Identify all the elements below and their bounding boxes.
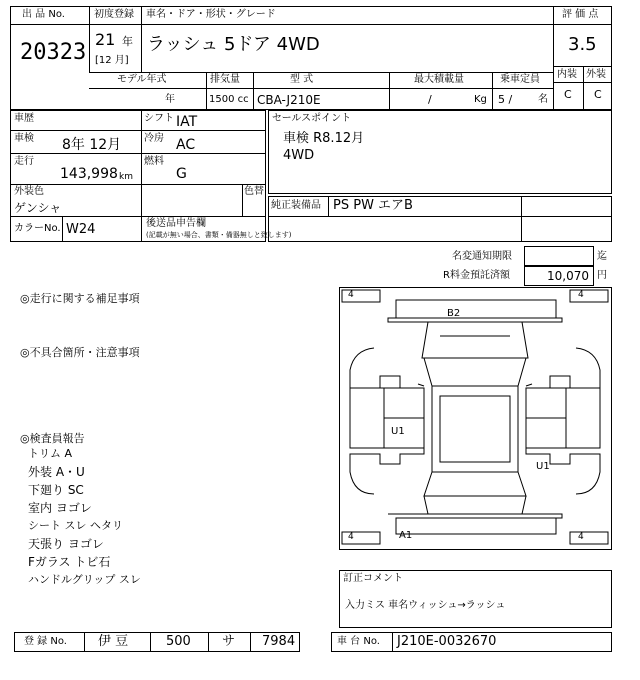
history-label: 車歴 <box>14 113 34 124</box>
exterior-label: 外装 <box>586 69 606 80</box>
exterior-grade: C <box>594 88 602 101</box>
inspector-item: ハンドルグリップ スレ <box>28 573 141 586</box>
capacity-label: 乗車定員 <box>500 74 540 85</box>
recycle-label: R料金預託済額 <box>443 270 510 281</box>
aftermarket-note: (記載が無い場合、書類・備器無しと致します) <box>146 231 292 239</box>
reg-kana: サ <box>222 634 236 649</box>
driving-notes-title: ◎走行に関する補足事項 <box>20 292 140 305</box>
sales-point-label: セールスポイント <box>272 113 352 124</box>
inspection-value: 8年 12月 <box>62 137 122 153</box>
inspector-item: シート スレ ヘタリ <box>28 519 123 532</box>
inspector-item: 外装 A・U <box>28 465 85 479</box>
ext-color-label: 外装色 <box>14 186 44 197</box>
equipment-value: PS PW エアB <box>333 198 413 213</box>
damage-mark: A1 <box>399 530 413 541</box>
interior-grade: C <box>564 88 572 101</box>
reg-region: 伊 豆 <box>98 634 129 649</box>
capacity-unit: 名 <box>538 94 548 105</box>
displacement-value: 1500 cc <box>209 94 249 105</box>
year-suffix: 年 <box>122 35 133 48</box>
lot-number: 20323 <box>20 40 87 65</box>
equipment-label: 純正装備品 <box>271 200 321 211</box>
inspector-title: ◎検査員報告 <box>20 432 85 445</box>
score-value: 3.5 <box>568 34 597 55</box>
damage-mark: U1 <box>391 426 405 437</box>
chassis-label: 車 台 No. <box>337 636 380 647</box>
mileage-unit: km <box>119 172 133 182</box>
recycle-unit: 円 <box>597 270 607 281</box>
max-load-value: / <box>428 93 432 106</box>
defects-title: ◎不具合箇所・注意事項 <box>20 346 140 359</box>
fuel-label: 燃料 <box>144 156 164 167</box>
tire-label: 4 <box>578 532 584 542</box>
name-label: 車名・ドア・形状・グレード <box>146 9 276 20</box>
correction-text: 入力ミス 車名ウィッシュ→ラッシュ <box>345 600 506 611</box>
inspector-item: トリム A <box>28 447 73 460</box>
name-change-box <box>524 246 594 266</box>
tire-label: 4 <box>578 290 584 300</box>
tire-label: 4 <box>348 532 354 542</box>
damage-mark: B2 <box>447 308 461 319</box>
first-reg-year: 21 <box>95 30 116 49</box>
color-no-value: W24 <box>66 222 96 237</box>
model-value: CBA-J210E <box>257 93 321 107</box>
aftermarket-label: 後送品申告欄 <box>146 218 206 229</box>
first-reg-month: [12 月] <box>95 55 129 66</box>
car-diagram <box>339 287 612 550</box>
ac-label: 冷房 <box>144 133 164 144</box>
correction-label: 訂正コメント <box>343 573 403 584</box>
model-label: 型 式 <box>290 74 314 85</box>
chassis-value: J210E-0032670 <box>397 634 497 649</box>
interior-label: 内装 <box>557 69 577 80</box>
reg-class: 500 <box>166 634 191 649</box>
ac-value: AC <box>176 137 196 153</box>
inspector-item: Fガラス トビ石 <box>28 555 111 569</box>
color-no-label: カラーNo. <box>14 223 61 234</box>
lot-label: 出 品 No. <box>22 9 65 20</box>
model-year-label: モデル年式 <box>117 74 167 85</box>
inspector-item: 天張り ヨゴレ <box>28 537 104 551</box>
name-change-label: 名変通知期限 <box>452 251 512 262</box>
mileage-value: 143,998 <box>60 166 118 182</box>
sales-point-line2: 4WD <box>283 148 315 163</box>
first-reg-label: 初度登録 <box>94 9 134 20</box>
sales-point-line1: 車検 R8.12月 <box>283 131 365 146</box>
inspector-item: 下廻り SC <box>28 483 84 497</box>
tire-label: 4 <box>348 290 354 300</box>
ext-color-value: ゲンシャ <box>14 201 62 215</box>
max-load-label: 最大積載量 <box>414 74 464 85</box>
shift-label: シフト <box>144 113 174 124</box>
car-name: ラッシュ 5ドア 4WD <box>147 34 320 55</box>
recycle-value: 10,070 <box>547 269 589 283</box>
model-year-value: 年 <box>165 94 175 105</box>
inspection-label: 車検 <box>14 133 34 144</box>
displacement-label: 排気量 <box>210 74 240 85</box>
inspector-item: 室内 ヨゴレ <box>28 501 92 515</box>
reg-number: 7984 <box>262 634 296 649</box>
max-load-unit: Kg <box>474 94 487 105</box>
score-label: 評 価 点 <box>562 9 599 20</box>
damage-mark: U1 <box>536 461 550 472</box>
name-change-unit: 迄 <box>597 251 607 262</box>
shift-value: IAT <box>176 114 198 130</box>
fuel-value: G <box>176 166 187 182</box>
capacity-value: 5 / <box>498 93 513 106</box>
color-change-label: 色替 <box>244 186 264 197</box>
mileage-label: 走行 <box>14 156 34 167</box>
reg-no-label: 登 録 No. <box>24 636 67 647</box>
